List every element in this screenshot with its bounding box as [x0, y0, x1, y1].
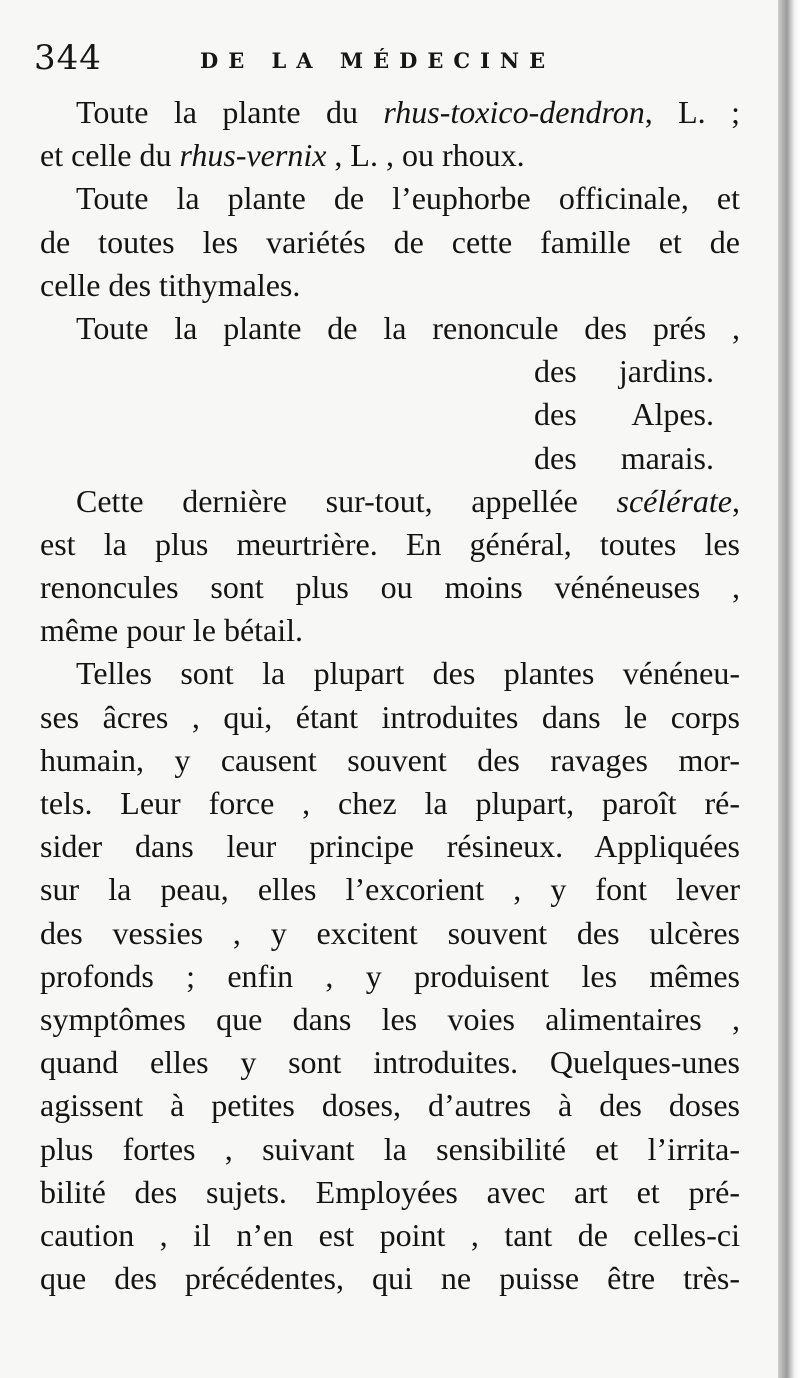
page-edge-shadow: [778, 0, 800, 1378]
text-line: symptômes que dans les voies alimentaires ,: [40, 1000, 740, 1037]
text-line: tels. Leur force , chez la plupart, paroît ré-: [40, 785, 740, 821]
text-line: Toute la plante du rhus-toxico-dendron, L. ;: [76, 94, 740, 130]
text-line: et celle du rhus-vernix , L. , ou rhoux.: [40, 137, 525, 174]
body-text: [40, 91, 740, 1300]
text-line: de toutes les variétés de cette famille et de: [40, 223, 740, 260]
page-number: 344: [34, 38, 102, 78]
running-title: DE LA MÉDECINE: [200, 48, 556, 73]
text-line: des marais.: [534, 439, 714, 476]
text-line: que des précédentes, qui ne puisse être très-: [40, 1260, 740, 1297]
text-line: des jardins.: [534, 353, 714, 390]
text-line: ses âcres , qui, étant introduites dans le corps: [40, 698, 740, 735]
text-line: est la plus meurtrière. En général, toutes les: [40, 525, 740, 562]
text-line: des Alpes.: [534, 396, 714, 433]
text-line: celle des tithymales.: [40, 266, 301, 303]
text-line: caution , il n’en est point , tant de celles-ci: [40, 1216, 740, 1253]
text-line: même pour le bétail.: [40, 612, 304, 649]
text-line: des vessies , y excitent souvent des ulcères: [40, 914, 740, 951]
text-line: Telles sont la plupart des plantes vénéneu-: [76, 655, 740, 692]
text-line: Toute la plante de la renoncule des prés ,: [76, 309, 740, 346]
text-line: bilité des sujets. Employées avec art et pré-: [40, 1173, 740, 1210]
page-header: [34, 36, 754, 86]
text-line: quand elles y sont introduites. Quelques-unes: [40, 1044, 740, 1081]
text-line: plus fortes , suivant la sensibilité et l’irrita-: [40, 1130, 740, 1167]
text-line: sider dans leur principe résineux. Appliquées: [40, 828, 740, 865]
text-line: Cette dernière sur-tout, appellée scélérate,: [76, 482, 740, 519]
text-line: humain, y causent souvent des ravages mor-: [40, 741, 740, 778]
text-line: profonds ; enfin , y produisent les mêmes: [40, 957, 740, 994]
text-line: sur la peau, elles l’excorient , y font lever: [40, 871, 740, 908]
text-line: agissent à petites doses, d’autres à des doses: [40, 1087, 740, 1124]
text-line: Toute la plante de l’euphorbe officinale, et: [76, 180, 740, 217]
text-line: renoncules sont plus ou moins vénéneuses ,: [40, 569, 740, 606]
